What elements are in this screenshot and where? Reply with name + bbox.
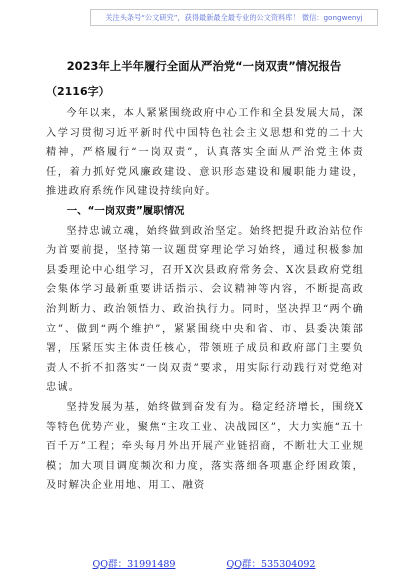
- body-paragraph: 坚持忠诚立魂，始终做到政治坚定。始终把提升政治站位作为首要前提，坚持第一议题贯穿理论学习始终，通过积极参加县委理论中心组学习，召开X次县政府常务会、X次县政府党组会集体学习最新重要讲话指示、会议精神等内容，不断提高政治判断力、政治领悟力、政治执行力。同时，坚决捍卫“两个确立”、做到“两个维护”，紧紧围绕中央和省、市、县委决策部署，压紧压实主体责任核心，带领班子成员和政府部门主要负责人不折不扣落实“一岗双责”要求，用实际行动践行对党绝对忠诚。: [46, 225, 364, 394]
- section-heading: 一、“一岗双责”履职情况: [66, 204, 185, 217]
- header-banner: 关注头条号“公文研究”，获得最新最全最专业的公文资料库！ 微信：gongwenyj: [90, 9, 378, 26]
- document-title: 2023年上半年履行全面从严治党“一岗双责”情况报告: [66, 59, 342, 73]
- word-count: （2116字）: [46, 85, 110, 98]
- document-body: [46, 104, 364, 496]
- footer-contacts: [0, 556, 408, 570]
- intro-paragraph: 今年以来，本人紧紧围绕政府中心工作和全县发展大局，深入学习贯彻习近平新时代中国特色社会主义思想和党的二十大精神，严格履行“一岗双责”，认真落实全面从严治党主体责任，着力抓好党风廉政建设、意识形态建设和履职能力建设，推进政府系统作风建设持续向好。: [46, 108, 364, 198]
- qq-group-link-2[interactable]: QQ群：535304092: [226, 559, 316, 570]
- body-paragraph: 坚持发展为基，始终做到奋发有为。稳定经济增长，围绕X等特色优势产业，聚焦“主攻工业、决战园区”，大力实施“五十百千万”工程；牵头每月外出开展产业链招商，不断壮大工业规模；加大项目调度频次和力度，落实落细各项惠企纾困政策，及时解决企业用地、用工、融资: [46, 401, 364, 492]
- qq-group-link-1[interactable]: QQ群：31991489: [92, 559, 176, 570]
